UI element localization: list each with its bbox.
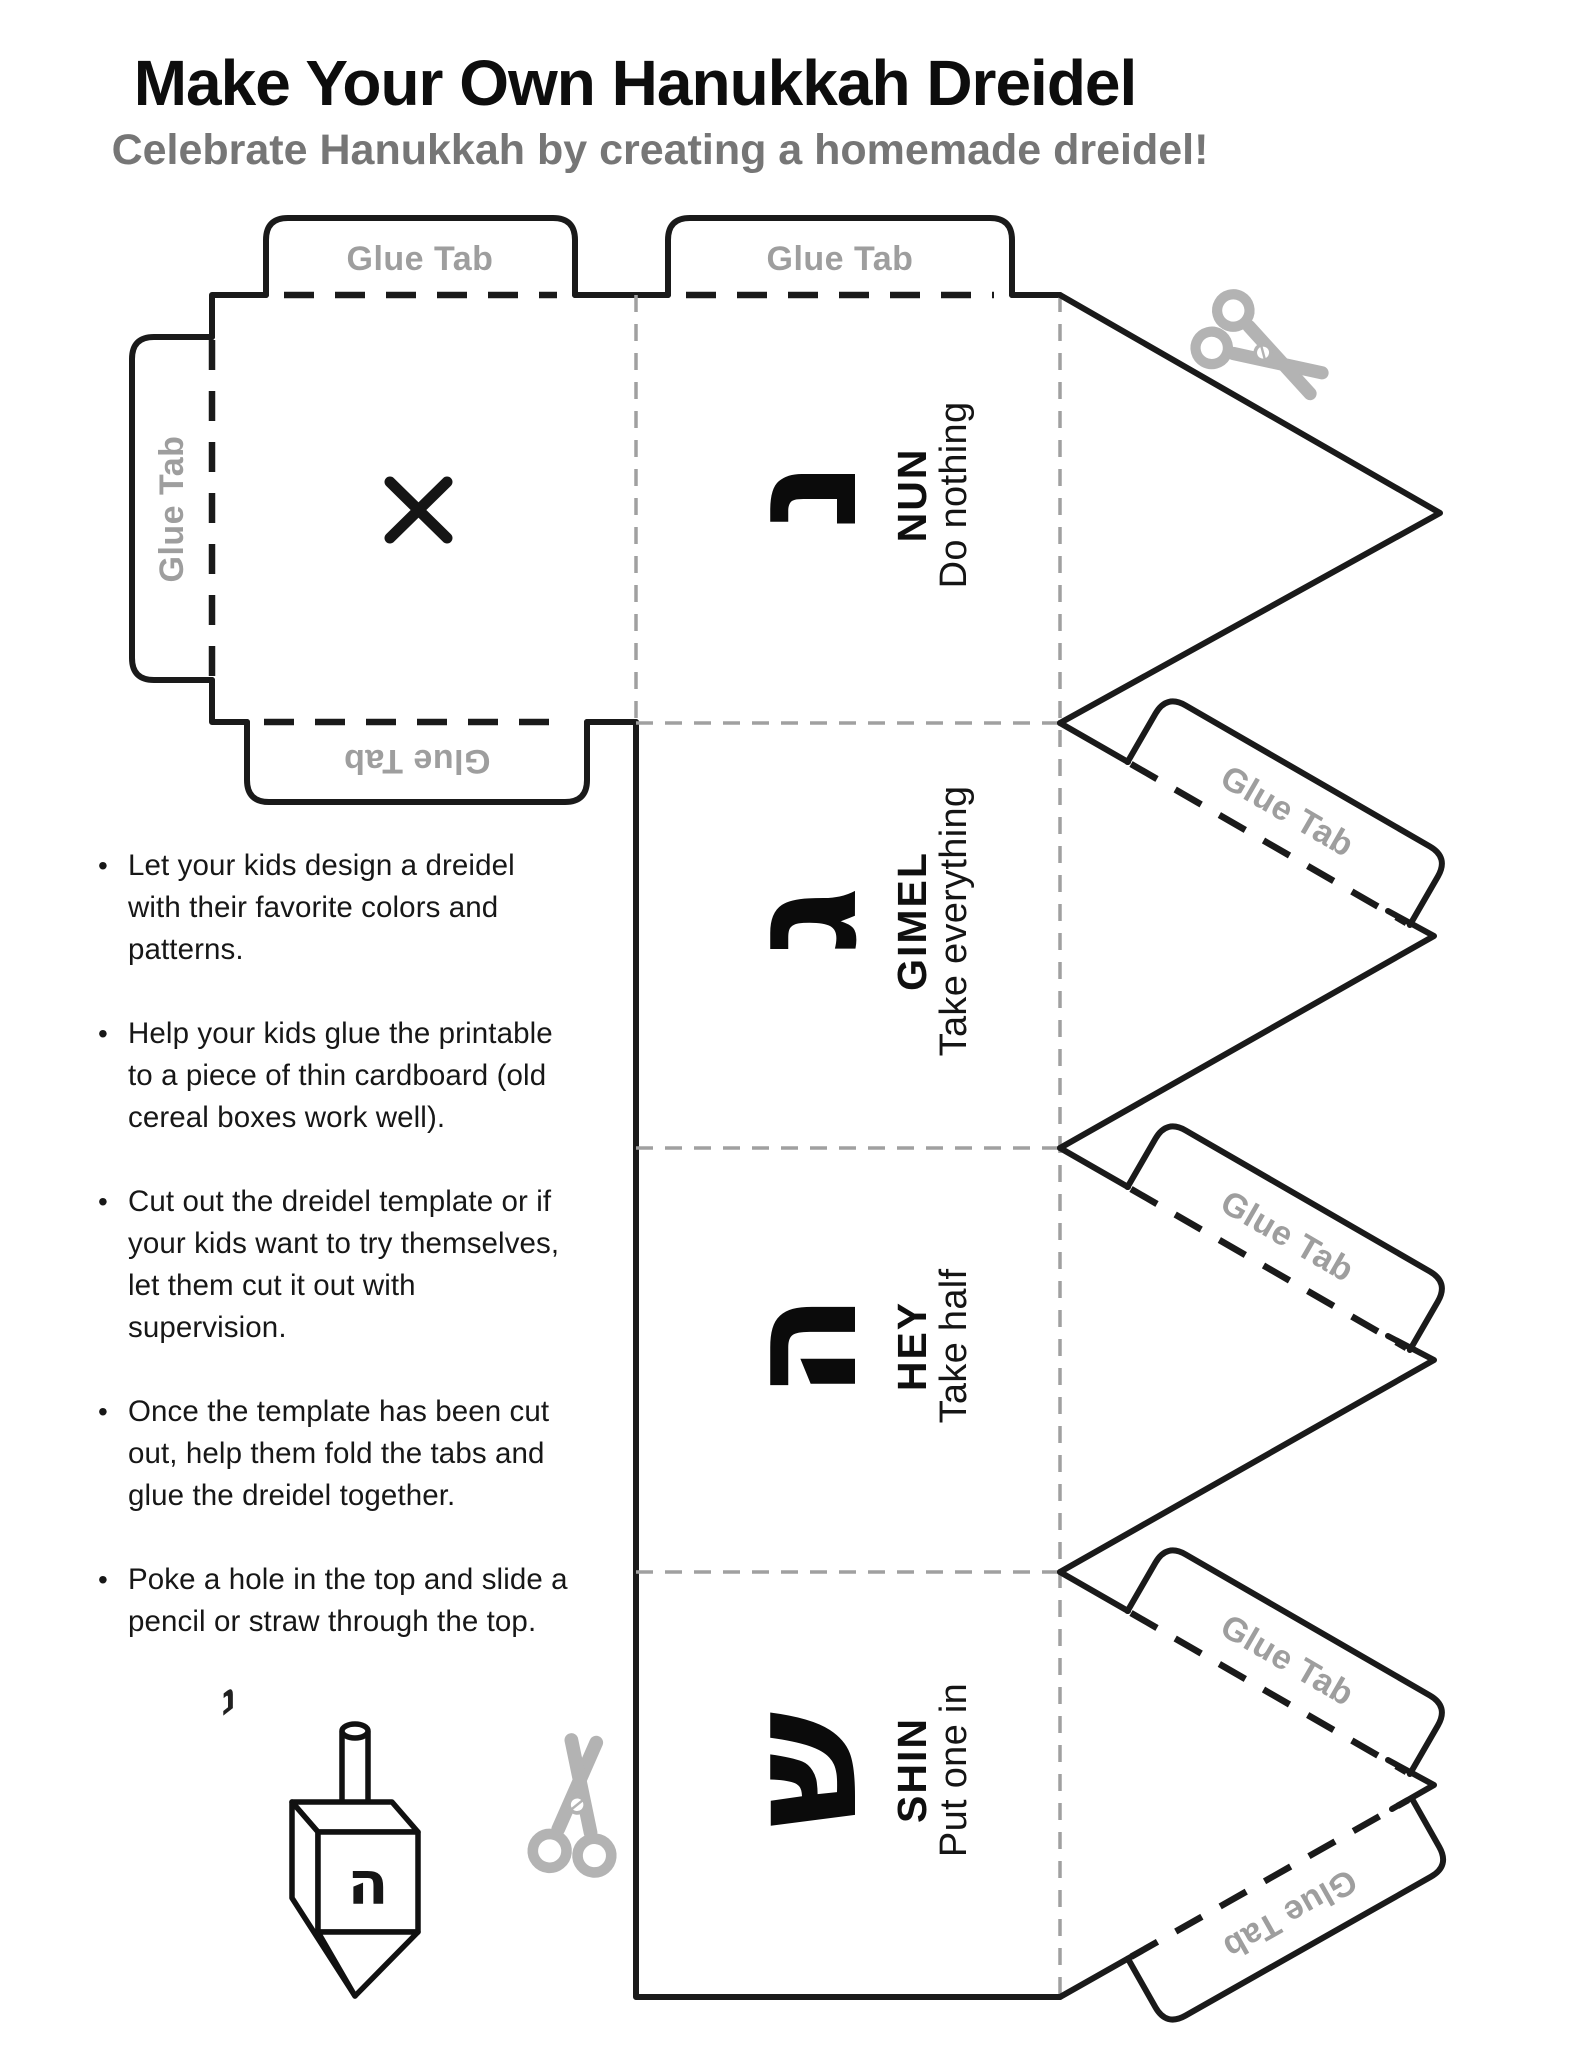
hebrew-letter-gimel: ג: [711, 886, 892, 956]
dreidel-front-letter: ה: [347, 1849, 389, 1919]
dreidel-side-letter: נ: [221, 1670, 236, 1727]
face-name: GIMEL: [889, 851, 935, 991]
face-nun: [711, 402, 975, 589]
bullet-marker: •: [98, 1564, 108, 1595]
diagonal-glue-tab: [1128, 1119, 1449, 1350]
face-action: Do nothing: [933, 401, 975, 589]
face-name: HEY: [889, 1300, 935, 1392]
page-title: Make Your Own Hanukkah Dreidel: [133, 47, 1137, 119]
glue-tab-label: Glue Tab: [343, 742, 491, 780]
glue-tab-label: Glue Tab: [346, 240, 494, 278]
instruction-text: Let your kids design a dreidel with their favorite colors and patterns.: [128, 849, 515, 966]
face-name: NUN: [889, 447, 935, 543]
bullet-marker: •: [98, 1186, 108, 1217]
hebrew-letter-shin: ש: [711, 1711, 892, 1829]
dreidel-illustration: [222, 1670, 418, 1996]
glue-tab-label: Glue Tab: [1214, 758, 1361, 865]
diagonal-glue-tab: [1128, 1798, 1450, 2026]
face-name: SHIN: [889, 1717, 935, 1823]
scissors-icon-top: [1190, 288, 1335, 416]
diagonal-glue-tab: [1128, 694, 1449, 925]
bullet-marker: •: [98, 1018, 108, 1049]
face-action: Put one in: [933, 1682, 975, 1858]
glue-tab-label: Glue Tab: [153, 435, 191, 583]
instruction-text: Poke a hole in the top and slide a pencil or straw through the top.: [128, 1563, 568, 1638]
face-action: Take everything: [933, 785, 975, 1057]
dreidel-handle-top: [342, 1724, 368, 1738]
hebrew-letter-nun: נ: [711, 459, 892, 531]
instruction-text: Cut out the dreidel template or if your kids want to try themselves, let them cut it out with supervision.: [128, 1185, 560, 1344]
bullet-marker: •: [98, 1396, 108, 1427]
scissors-icon-bottom: [531, 1737, 623, 1874]
instruction-text: Once the template has been cut out, help them fold the tabs and glue the dreidel together.: [128, 1395, 550, 1512]
glue-tab-label: Glue Tab: [766, 240, 914, 278]
diagonal-glue-tab: [1128, 1543, 1449, 1774]
glue-tab-label: Glue Tab: [1214, 1183, 1361, 1290]
instruction-text: Help your kids glue the printable to a piece of thin cardboard (old cereal boxes work well).: [128, 1017, 553, 1134]
glue-tab-label: Glue Tab: [1214, 1607, 1361, 1714]
page-subtitle: Celebrate Hanukkah by creating a homemade dreidel!: [111, 126, 1209, 174]
x-mark: [390, 482, 447, 538]
face-shin: [711, 1683, 975, 1857]
face-hey: [711, 1268, 975, 1423]
glue-tab-label: Glue Tab: [1216, 1861, 1364, 1967]
face-action: Take half: [933, 1268, 975, 1424]
face-gimel: [711, 786, 975, 1057]
bullet-marker: •: [98, 850, 108, 881]
hebrew-letter-hey: ה: [711, 1292, 892, 1400]
